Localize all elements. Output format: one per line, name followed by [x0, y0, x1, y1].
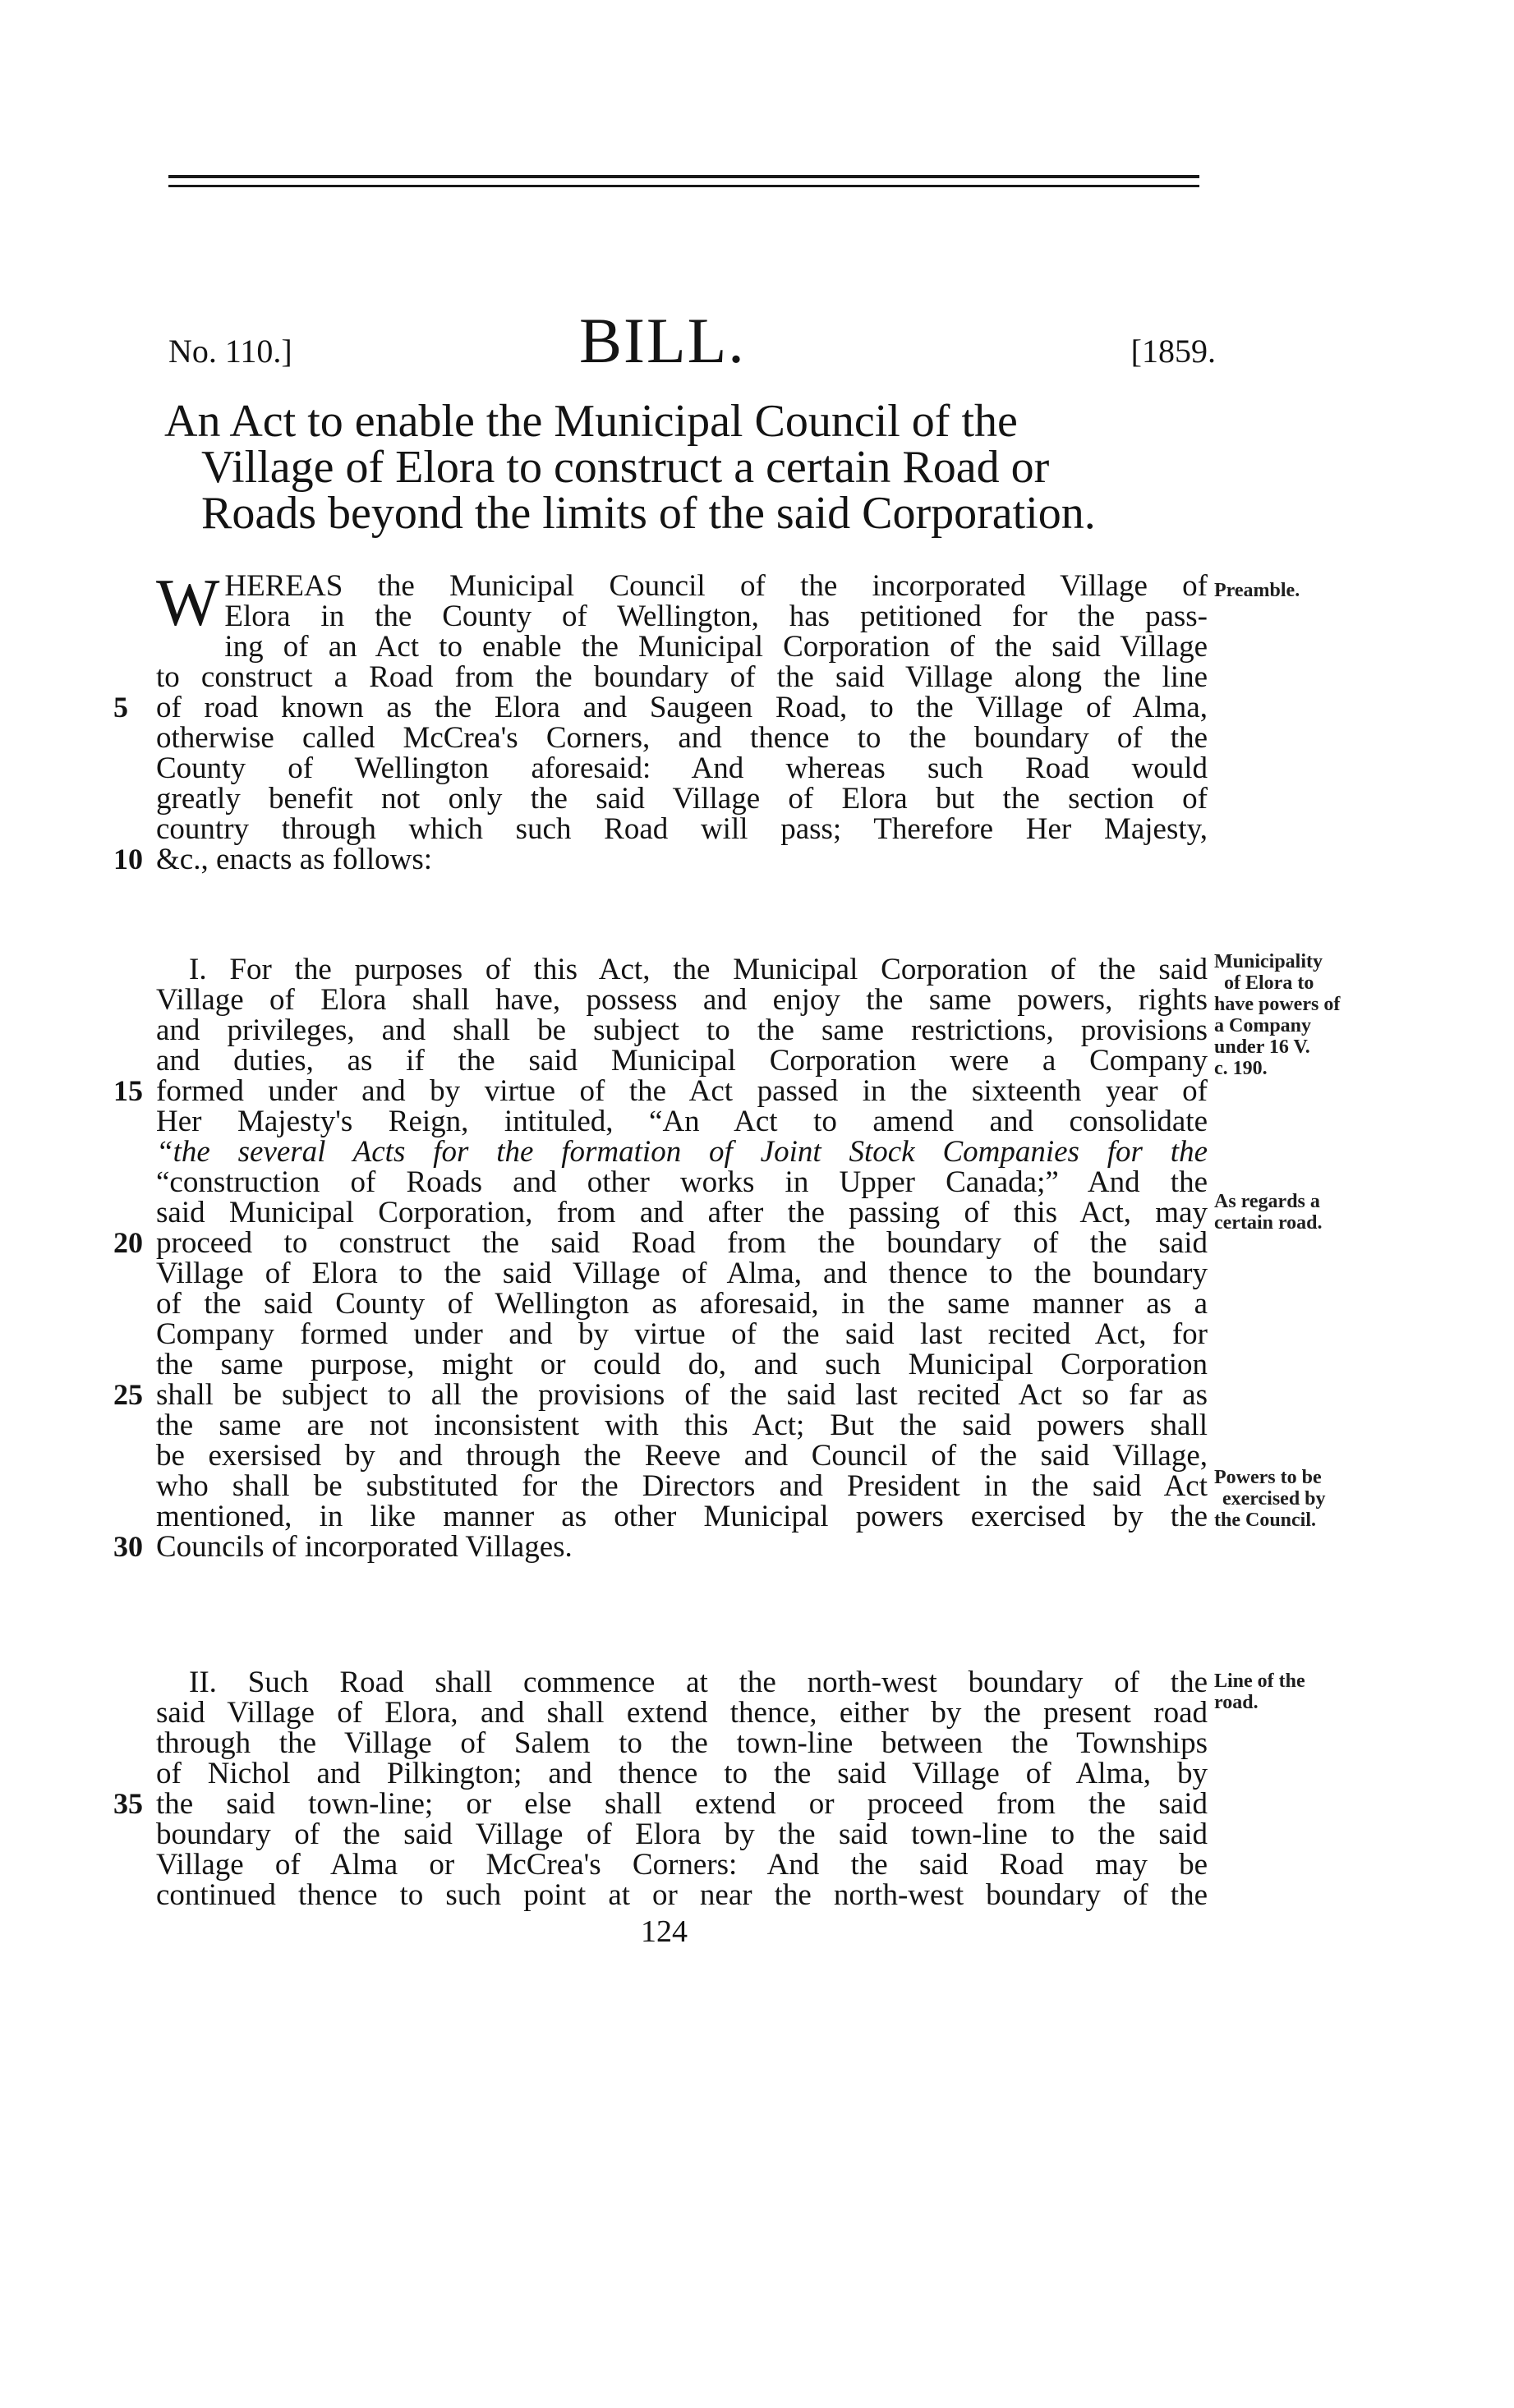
text-line: Her Majesty's Reign, intituled, “An Act to amend and consolidate — [156, 1105, 1208, 1138]
text-line: the same are not inconsistent with this Act; But the said powers shall — [156, 1408, 1208, 1442]
marginal-note-preamble: Preamble. — [1214, 580, 1300, 601]
marginal-note-powers: Powers to be exercised by the Council. — [1214, 1467, 1326, 1531]
text-line: “the several Acts for the formation of Joint Stock Companies for the — [156, 1135, 1208, 1169]
text-line: I. For the purposes of this Act, the Municipal Corporation of the said — [189, 953, 1208, 986]
title-line: An Act to enable the Municipal Council of the — [164, 396, 1018, 447]
line-number: 35 — [113, 1787, 143, 1820]
top-rule — [168, 175, 1199, 178]
bill-year: [1859. — [1130, 333, 1216, 370]
text-line: said Municipal Corporation, from and after the passing of this Act, may — [156, 1196, 1208, 1229]
text-line: 5 of road known as the Elora and Saugeen Road, to the Village of Alma, — [113, 691, 1208, 724]
text-line: Village of Elora to the said Village of Alma, and thence to the boundary — [156, 1257, 1208, 1290]
text-line: to construct a Road from the boundary of the said Village along the line — [156, 660, 1208, 694]
line-number: 10 — [113, 843, 143, 875]
drop-cap: W — [156, 565, 220, 640]
page-number: 124 — [641, 1914, 688, 1949]
text-line: 30 Councils of incorporated Villages. — [113, 1530, 573, 1564]
text-line: continued thence to such point at or near the north-west boundary of the — [156, 1878, 1208, 1912]
text-line: “construction of Roads and other works in Upper Canada;” And the — [156, 1165, 1208, 1199]
text-line: and duties, as if the said Municipal Corporation were a Company — [156, 1044, 1208, 1078]
text-line: and privileges, and shall be subject to the same restrictions, provisions — [156, 1013, 1208, 1047]
title-line: Village of Elora to construct a certain Road or — [201, 442, 1050, 493]
text-line: 15 formed under and by virtue of the Act passed in the sixteenth year of — [113, 1074, 1208, 1108]
section-1-paragraph — [113, 953, 1208, 1564]
text-line: II. Such Road shall commence at the north-west boundary of the — [189, 1666, 1208, 1699]
line-number: 5 — [113, 691, 128, 724]
preamble-paragraph — [113, 565, 1208, 876]
text-line: be exersised by and through the Reeve and Council of the said Village, — [156, 1439, 1208, 1473]
text-line: HEREAS the Municipal Council of the incorporated Village of — [224, 569, 1208, 603]
text-line: 10 &c., enacts as follows: — [113, 843, 432, 876]
text-line: through the Village of Salem to the town-line between the Townships — [156, 1726, 1208, 1760]
text-line: mentioned, in like manner as other Municipal powers exercised by the — [156, 1500, 1208, 1533]
act-title — [164, 396, 1208, 539]
line-number: 15 — [113, 1074, 143, 1107]
bill-header — [168, 304, 1216, 378]
text-line: Elora in the County of Wellington, has petitioned for the pass- — [224, 600, 1208, 633]
text-line: of Nichol and Pilkington; and thence to the said Village of Alma, by — [156, 1757, 1208, 1790]
section-2-paragraph — [113, 1666, 1208, 1912]
text-line: boundary of the said Village of Elora by the said town-line to the said — [156, 1817, 1208, 1851]
text-line: greatly benefit not only the said Village of Elora but the section of — [156, 782, 1208, 816]
text-line: otherwise called McCrea's Corners, and thence to the boundary of the — [156, 721, 1208, 755]
text-line: Village of Elora shall have, possess and enjoy the same powers, rights — [156, 983, 1208, 1017]
marginal-note-line-of-road: Line of the road. — [1214, 1670, 1305, 1713]
text-line: said Village of Elora, and shall extend thence, either by the present road — [156, 1696, 1208, 1730]
bill-label: BILL. — [579, 305, 746, 376]
text-line: 20 proceed to construct the said Road from the boundary of the said — [113, 1226, 1208, 1260]
text-line: of the said County of Wellington as aforesaid, in the same manner as a — [156, 1287, 1208, 1321]
text-line: 35 the said town-line; or else shall extend or proceed from the said — [113, 1787, 1208, 1821]
bill-number: No. 110.] — [168, 333, 292, 370]
text-line: who shall be substituted for the Directors and President in the said Act — [156, 1469, 1208, 1503]
text-line: Village of Alma or McCrea's Corners: And the said Road may be — [156, 1848, 1208, 1882]
top-rule-thin — [168, 185, 1199, 187]
text-line: Company formed under and by virtue of the said last recited Act, for — [156, 1317, 1208, 1351]
line-number: 20 — [113, 1226, 143, 1259]
marginal-note-municipality: Municipality of Elora to have powers of a Company under 16 V. c. 190. — [1214, 951, 1341, 1079]
line-number: 30 — [113, 1530, 143, 1563]
text-line: ing of an Act to enable the Municipal Corporation of the said Village — [224, 630, 1208, 664]
marginal-note-certain-road: As regards a certain road. — [1214, 1191, 1323, 1234]
line-number: 25 — [113, 1378, 143, 1411]
title-line: Roads beyond the limits of the said Corporation. — [201, 488, 1096, 539]
text-line: the same purpose, might or could do, and such Municipal Corporation — [156, 1348, 1208, 1381]
text-line: 25 shall be subject to all the provisions of the said last recited Act so far as — [113, 1378, 1208, 1412]
text-line: country through which such Road will pass; Therefore Her Majesty, — [156, 812, 1208, 846]
text-line: County of Wellington aforesaid: And whereas such Road would — [156, 751, 1208, 785]
